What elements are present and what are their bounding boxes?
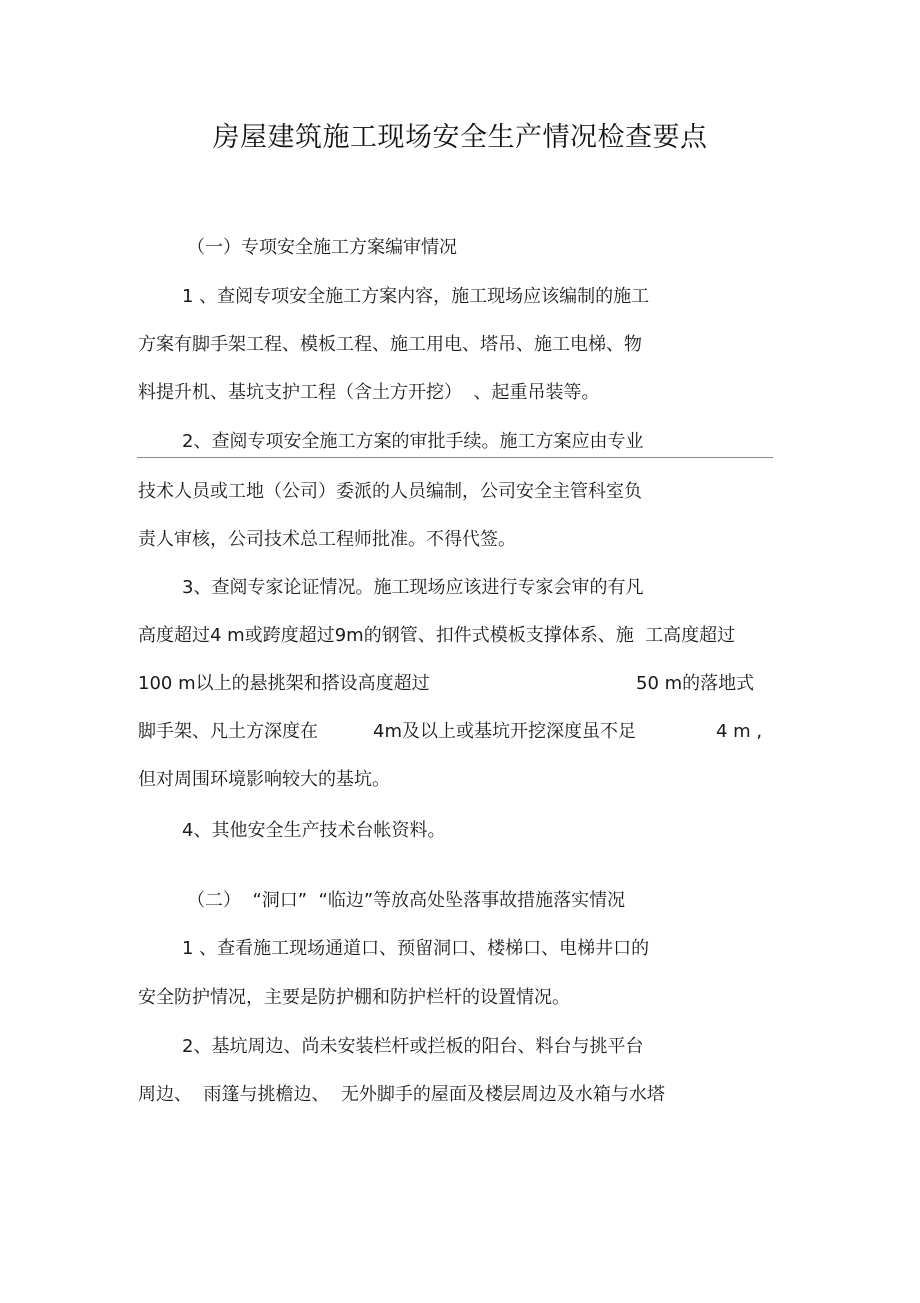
section1-item2-line2: 技术人员或工地（公司）委派的人员编制，公司安全主管科室负 [138,481,642,502]
section1-item3-line3-right: 50 m的落地式 [636,673,755,694]
section1-item1-line2: 方案有脚手架工程、模板工程、施工用电、塔吊、施工电梯、物 [138,334,642,355]
section1-item3-line4-left: 脚手架、凡土方深度在 [138,721,318,742]
section2-item2-line1: 2、基坑周边、尚未安装栏杆或拦板的阳台、料台与挑平台 [182,1036,644,1057]
section1-heading: （一）专项安全施工方案编审情况 [187,237,457,258]
section2-item2-line2: 周边、 雨篷与挑檐边、 无外脚手的屋面及楼层周边及水箱与水塔 [138,1084,665,1105]
document-title: 房屋建筑施工现场安全生产情况检查要点 [212,122,708,153]
section1-item4: 4、其他安全生产技术台帐资料。 [182,820,446,841]
section1-item3-line2: 高度超过4 m或跨度超过9m的钢管、扣件式模板支撑体系、施 工高度超过 [138,625,736,646]
section1-item3-line5: 但对周围环境影响较大的基坑。 [138,769,390,790]
section1-item1-line1: 1 、查阅专项安全施工方案内容，施工现场应该编制的施工 [182,286,650,307]
section1-item2-line3: 责人审核，公司技术总工程师批准。不得代签。 [138,529,516,550]
section1-item3-line3-left: 100 m以上的悬挑架和搭设高度超过 [138,673,430,694]
horizontal-rule [137,457,773,458]
section1-item3-line1: 3、查阅专家论证情况。施工现场应该进行专家会审的有凡 [182,577,644,598]
section1-item1-line3: 料提升机、基坑支护工程（含土方开挖） 、起重吊装等。 [138,382,600,403]
section1-item2-line1: 2、查阅专项安全施工方案的审批手续。施工方案应由专业 [182,431,644,452]
section1-item3-line4-right: 4 m , [716,721,763,742]
section2-heading: （二） “洞口” “临边”等放高处坠落事故措施落实情况 [187,890,626,911]
section1-item3-line4-middle: 4m及以上或基坑开挖深度虽不足 [373,721,636,742]
section2-item1-line1: 1 、查看施工现场通道口、预留洞口、楼梯口、电梯井口的 [182,938,650,959]
section2-item1-line2: 安全防护情况，主要是防护棚和防护栏杆的设置情况。 [138,987,570,1008]
